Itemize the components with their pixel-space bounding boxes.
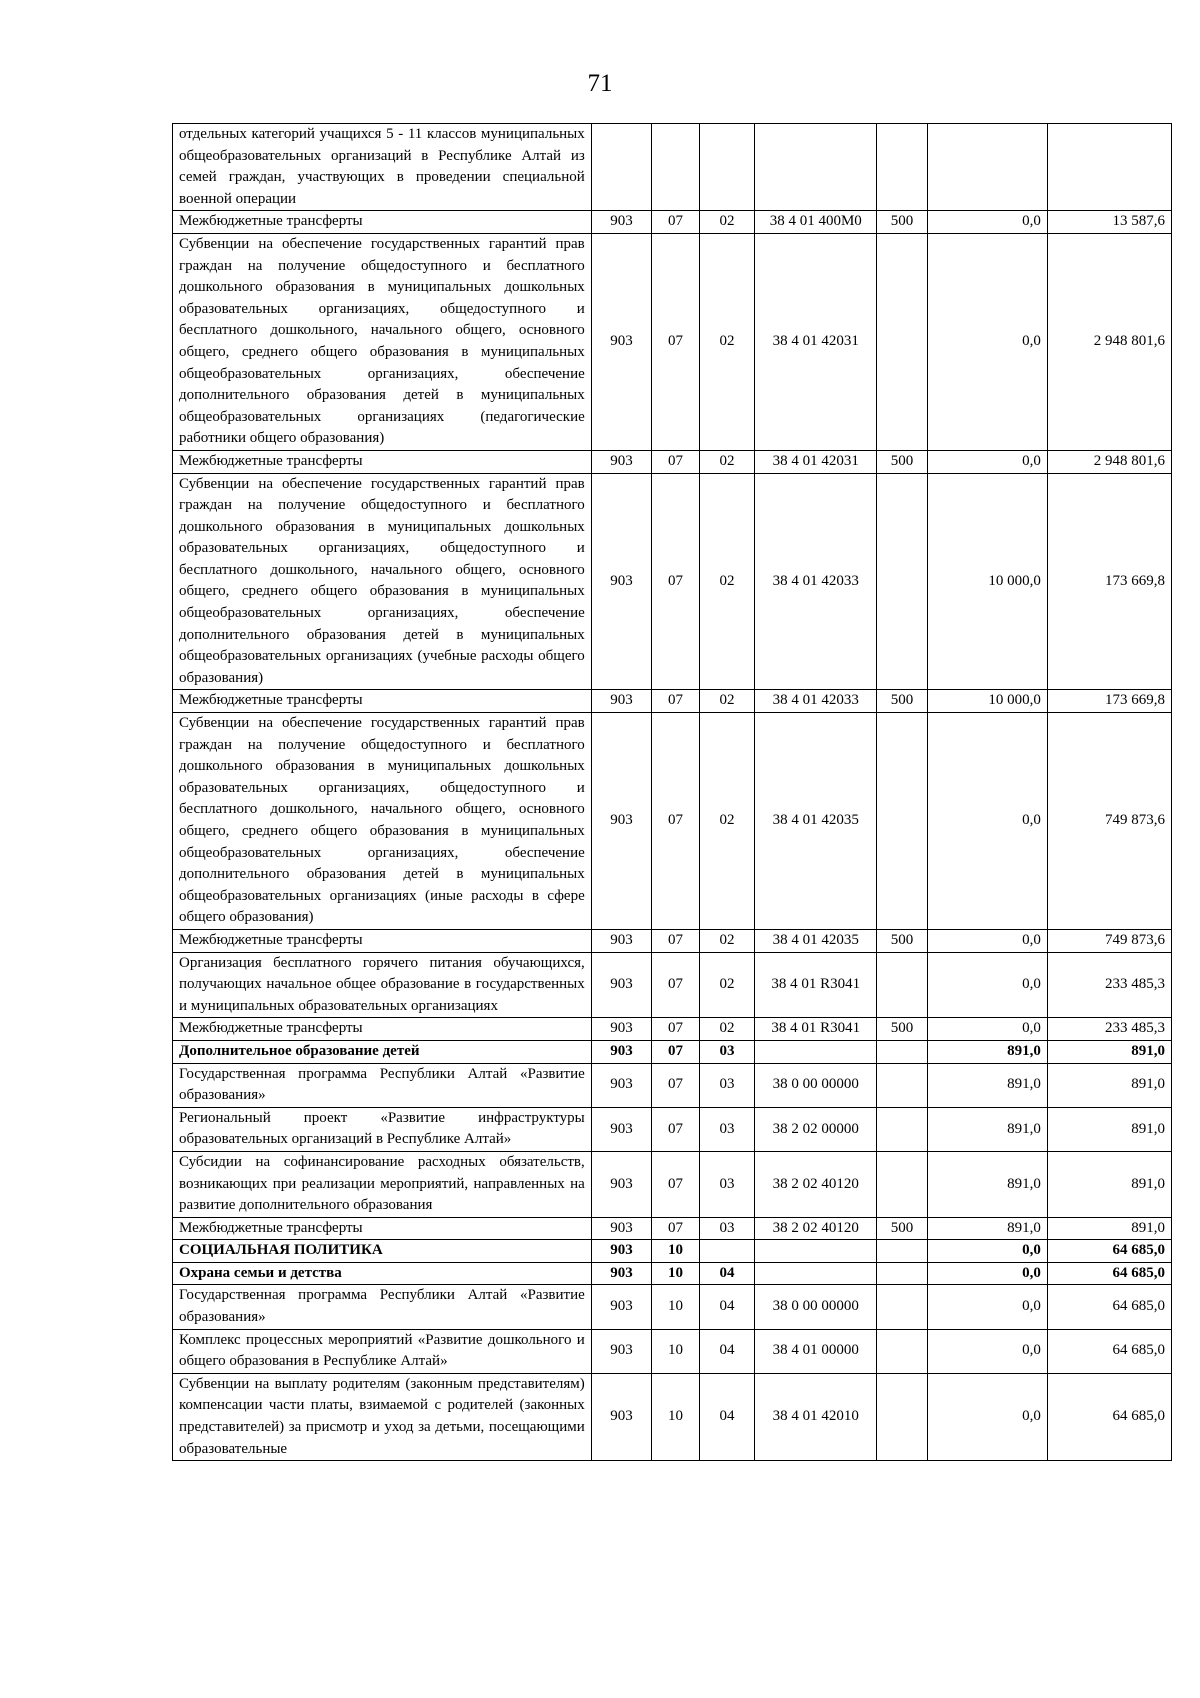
row-amount-1-cell [927, 124, 1047, 211]
table-row [173, 1329, 1172, 1373]
table-row [173, 124, 1172, 211]
row-target-article-cell: 38 4 01 42035 [755, 929, 877, 952]
row-name-cell: Комплекс процессных мероприятий «Развитие дошкольного и общего образования в Республике Алтай» [173, 1329, 592, 1373]
row-amount-2-cell: 64 685,0 [1047, 1329, 1171, 1373]
row-amount-2-cell: 173 669,8 [1047, 690, 1171, 713]
row-amount-1-cell: 891,0 [927, 1040, 1047, 1063]
row-section-code-cell: 10 [652, 1240, 699, 1263]
row-target-article-cell: 38 4 01 42031 [755, 450, 877, 473]
row-expense-type-cell [877, 1151, 927, 1217]
table-row [173, 1373, 1172, 1460]
row-expense-type-cell [877, 1240, 927, 1263]
table-row [173, 713, 1172, 930]
row-subsection-code-cell: 02 [699, 233, 755, 450]
row-section-code-cell: 10 [652, 1373, 699, 1460]
table-row [173, 450, 1172, 473]
row-expense-type-cell [877, 713, 927, 930]
row-section-code-cell: 10 [652, 1329, 699, 1373]
row-target-article-cell: 38 4 01 42031 [755, 233, 877, 450]
row-amount-2-cell: 2 948 801,6 [1047, 233, 1171, 450]
row-subsection-code-cell: 02 [699, 473, 755, 690]
row-amount-1-cell: 0,0 [927, 1262, 1047, 1285]
row-section-code-cell: 07 [652, 1151, 699, 1217]
table-row [173, 473, 1172, 690]
row-section-code-cell: 07 [652, 233, 699, 450]
row-ministry-code-cell: 903 [591, 952, 652, 1018]
row-ministry-code-cell: 903 [591, 233, 652, 450]
row-target-article-cell: 38 2 02 40120 [755, 1217, 877, 1240]
row-expense-type-cell: 500 [877, 690, 927, 713]
row-ministry-code-cell: 903 [591, 473, 652, 690]
row-expense-type-cell [877, 473, 927, 690]
row-name-cell: Организация бесплатного горячего питания обучающихся, получающих начальное общее образование в государственных и муниципальных образовательных организациях [173, 952, 592, 1018]
row-ministry-code-cell: 903 [591, 1329, 652, 1373]
row-ministry-code-cell: 903 [591, 1217, 652, 1240]
row-subsection-code-cell: 04 [699, 1329, 755, 1373]
row-amount-1-cell: 10 000,0 [927, 473, 1047, 690]
row-amount-1-cell: 0,0 [927, 929, 1047, 952]
row-ministry-code-cell: 903 [591, 1285, 652, 1329]
table-row [173, 1063, 1172, 1107]
row-expense-type-cell [877, 952, 927, 1018]
row-subsection-code-cell: 02 [699, 211, 755, 234]
row-section-code-cell: 07 [652, 1040, 699, 1063]
row-ministry-code-cell: 903 [591, 1018, 652, 1041]
row-name-cell: Субвенции на обеспечение государственных гарантий прав граждан на получение общедоступного и бесплатного дошкольного образования в муниципальных дошкольных образовательных организациях, общедоступного и бесплатного дошкольного, начального общего, основного общего, среднего общего образования в муниципальных общеобразовательных организациях, обеспечение дополнительного образования детей в муниципальных общеобразовательных организациях (учебные расходы общего образования) [173, 473, 592, 690]
row-expense-type-cell [877, 1285, 927, 1329]
row-name-cell: Региональный проект «Развитие инфраструктуры образовательных организаций в Республике Алтай» [173, 1107, 592, 1151]
row-target-article-cell: 38 4 01 00000 [755, 1329, 877, 1373]
row-subsection-code-cell: 02 [699, 450, 755, 473]
row-target-article-cell [755, 1040, 877, 1063]
row-name-cell: Межбюджетные трансферты [173, 211, 592, 234]
row-amount-2-cell: 233 485,3 [1047, 952, 1171, 1018]
table-row [173, 1151, 1172, 1217]
row-expense-type-cell [877, 1107, 927, 1151]
row-amount-2-cell: 891,0 [1047, 1063, 1171, 1107]
row-subsection-code-cell: 02 [699, 1018, 755, 1041]
row-amount-1-cell: 891,0 [927, 1217, 1047, 1240]
row-subsection-code-cell: 04 [699, 1373, 755, 1460]
row-name-cell: Государственная программа Республики Алтай «Развитие образования» [173, 1063, 592, 1107]
row-amount-2-cell: 64 685,0 [1047, 1262, 1171, 1285]
table-row [173, 1107, 1172, 1151]
row-section-code-cell: 07 [652, 690, 699, 713]
row-expense-type-cell [877, 1262, 927, 1285]
row-name-cell: Субвенции на выплату родителям (законным представителям) компенсации части платы, взимаемой с родителей (законных представителей) за присмотр и уход за детьми, посещающими образовательные [173, 1373, 592, 1460]
row-target-article-cell: 38 2 02 40120 [755, 1151, 877, 1217]
row-section-code-cell: 07 [652, 450, 699, 473]
table-row [173, 1262, 1172, 1285]
row-amount-2-cell: 173 669,8 [1047, 473, 1171, 690]
table-row [173, 211, 1172, 234]
row-subsection-code-cell [699, 1240, 755, 1263]
row-section-code-cell: 07 [652, 1217, 699, 1240]
row-subsection-code-cell [699, 124, 755, 211]
row-subsection-code-cell: 02 [699, 952, 755, 1018]
row-amount-2-cell: 64 685,0 [1047, 1285, 1171, 1329]
row-name-cell: Межбюджетные трансферты [173, 690, 592, 713]
row-name-cell: Межбюджетные трансферты [173, 450, 592, 473]
row-amount-2-cell [1047, 124, 1171, 211]
row-ministry-code-cell: 903 [591, 450, 652, 473]
row-target-article-cell: 38 0 00 00000 [755, 1285, 877, 1329]
row-expense-type-cell: 500 [877, 450, 927, 473]
row-section-code-cell: 07 [652, 952, 699, 1018]
row-expense-type-cell: 500 [877, 211, 927, 234]
row-amount-2-cell: 64 685,0 [1047, 1240, 1171, 1263]
row-ministry-code-cell: 903 [591, 1373, 652, 1460]
row-subsection-code-cell: 04 [699, 1262, 755, 1285]
table-row [173, 929, 1172, 952]
row-section-code-cell: 07 [652, 929, 699, 952]
row-amount-1-cell: 0,0 [927, 1285, 1047, 1329]
row-subsection-code-cell: 02 [699, 929, 755, 952]
row-amount-2-cell: 13 587,6 [1047, 211, 1171, 234]
row-section-code-cell: 10 [652, 1262, 699, 1285]
row-amount-1-cell: 0,0 [927, 1240, 1047, 1263]
row-target-article-cell: 38 4 01 42035 [755, 713, 877, 930]
row-amount-2-cell: 891,0 [1047, 1107, 1171, 1151]
row-target-article-cell: 38 4 01 42033 [755, 690, 877, 713]
row-name-cell: отдельных категорий учащихся 5 - 11 классов муниципальных общеобразовательных организаций в Республике Алтай из семей граждан, участвующих в проведении специальной военной операции [173, 124, 592, 211]
row-subsection-code-cell: 03 [699, 1063, 755, 1107]
row-name-cell: Дополнительное образование детей [173, 1040, 592, 1063]
row-amount-1-cell: 891,0 [927, 1151, 1047, 1217]
row-ministry-code-cell: 903 [591, 211, 652, 234]
row-target-article-cell: 38 0 00 00000 [755, 1063, 877, 1107]
row-ministry-code-cell: 903 [591, 1063, 652, 1107]
row-target-article-cell [755, 124, 877, 211]
row-section-code-cell: 07 [652, 1107, 699, 1151]
row-amount-1-cell: 891,0 [927, 1107, 1047, 1151]
table-row [173, 1285, 1172, 1329]
row-name-cell: Государственная программа Республики Алтай «Развитие образования» [173, 1285, 592, 1329]
row-ministry-code-cell: 903 [591, 713, 652, 930]
row-amount-1-cell: 0,0 [927, 1018, 1047, 1041]
row-name-cell: Межбюджетные трансферты [173, 1217, 592, 1240]
row-name-cell: Субвенции на обеспечение государственных гарантий прав граждан на получение общедоступного и бесплатного дошкольного образования в муниципальных дошкольных образовательных организациях, общедоступного и бесплатного дошкольного, начального общего, основного общего, среднего общего образования в муниципальных общеобразовательных организациях, обеспечение дополнительного образования детей в муниципальных общеобразовательных организациях (педагогические работники общего образования) [173, 233, 592, 450]
row-subsection-code-cell: 03 [699, 1040, 755, 1063]
row-section-code-cell: 07 [652, 713, 699, 930]
row-amount-2-cell: 891,0 [1047, 1217, 1171, 1240]
row-amount-2-cell: 749 873,6 [1047, 713, 1171, 930]
row-amount-1-cell: 891,0 [927, 1063, 1047, 1107]
row-amount-1-cell: 10 000,0 [927, 690, 1047, 713]
row-expense-type-cell [877, 1063, 927, 1107]
row-subsection-code-cell: 02 [699, 690, 755, 713]
row-expense-type-cell [877, 124, 927, 211]
row-subsection-code-cell: 03 [699, 1151, 755, 1217]
row-target-article-cell: 38 4 01 42010 [755, 1373, 877, 1460]
row-amount-1-cell: 0,0 [927, 450, 1047, 473]
row-section-code-cell: 07 [652, 211, 699, 234]
row-expense-type-cell [877, 1040, 927, 1063]
row-expense-type-cell: 500 [877, 929, 927, 952]
row-subsection-code-cell: 04 [699, 1285, 755, 1329]
row-ministry-code-cell: 903 [591, 1151, 652, 1217]
row-target-article-cell: 38 4 01 42033 [755, 473, 877, 690]
row-amount-1-cell: 0,0 [927, 713, 1047, 930]
row-section-code-cell: 07 [652, 1063, 699, 1107]
table-row [173, 1018, 1172, 1041]
row-section-code-cell: 07 [652, 1018, 699, 1041]
row-expense-type-cell: 500 [877, 1217, 927, 1240]
row-ministry-code-cell: 903 [591, 1107, 652, 1151]
row-amount-2-cell: 749 873,6 [1047, 929, 1171, 952]
row-subsection-code-cell: 02 [699, 713, 755, 930]
row-subsection-code-cell: 03 [699, 1107, 755, 1151]
row-section-code-cell: 07 [652, 473, 699, 690]
row-target-article-cell: 38 4 01 R3041 [755, 952, 877, 1018]
table-row [173, 233, 1172, 450]
row-target-article-cell: 38 4 01 R3041 [755, 1018, 877, 1041]
row-target-article-cell: 38 4 01 400М0 [755, 211, 877, 234]
row-ministry-code-cell: 903 [591, 690, 652, 713]
row-ministry-code-cell: 903 [591, 1262, 652, 1285]
row-target-article-cell [755, 1262, 877, 1285]
row-amount-1-cell: 0,0 [927, 233, 1047, 450]
row-name-cell: СОЦИАЛЬНАЯ ПОЛИТИКА [173, 1240, 592, 1263]
row-section-code-cell [652, 124, 699, 211]
row-amount-2-cell: 891,0 [1047, 1040, 1171, 1063]
row-target-article-cell: 38 2 02 00000 [755, 1107, 877, 1151]
row-ministry-code-cell: 903 [591, 1240, 652, 1263]
row-expense-type-cell [877, 1373, 927, 1460]
row-amount-1-cell: 0,0 [927, 1329, 1047, 1373]
row-amount-2-cell: 2 948 801,6 [1047, 450, 1171, 473]
table-row [173, 952, 1172, 1018]
row-amount-2-cell: 64 685,0 [1047, 1373, 1171, 1460]
row-subsection-code-cell: 03 [699, 1217, 755, 1240]
row-ministry-code-cell: 903 [591, 929, 652, 952]
table-row [173, 690, 1172, 713]
row-amount-2-cell: 233 485,3 [1047, 1018, 1171, 1041]
row-amount-1-cell: 0,0 [927, 211, 1047, 234]
row-expense-type-cell [877, 1329, 927, 1373]
budget-table [172, 123, 1172, 1461]
row-name-cell: Субвенции на обеспечение государственных гарантий прав граждан на получение общедоступного и бесплатного дошкольного образования в муниципальных дошкольных образовательных организациях, общедоступного и бесплатного дошкольного, начального общего, основного общего, среднего общего образования в муниципальных общеобразовательных организациях, обеспечение дополнительного образования детей в муниципальных общеобразовательных организациях (иные расходы в сфере общего образования) [173, 713, 592, 930]
row-expense-type-cell: 500 [877, 1018, 927, 1041]
row-name-cell: Межбюджетные трансферты [173, 929, 592, 952]
row-name-cell: Охрана семьи и детства [173, 1262, 592, 1285]
row-target-article-cell [755, 1240, 877, 1263]
table-row [173, 1240, 1172, 1263]
row-amount-1-cell: 0,0 [927, 1373, 1047, 1460]
row-ministry-code-cell: 903 [591, 1040, 652, 1063]
row-expense-type-cell [877, 233, 927, 450]
row-amount-1-cell: 0,0 [927, 952, 1047, 1018]
table-row [173, 1040, 1172, 1063]
row-amount-2-cell: 891,0 [1047, 1151, 1171, 1217]
page-number: 71 [587, 70, 613, 97]
table-row [173, 1217, 1172, 1240]
row-section-code-cell: 10 [652, 1285, 699, 1329]
row-name-cell: Межбюджетные трансферты [173, 1018, 592, 1041]
row-ministry-code-cell [591, 124, 652, 211]
row-name-cell: Субсидии на софинансирование расходных обязательств, возникающих при реализации мероприятий, направленных на развитие дополнительного образования [173, 1151, 592, 1217]
budget-table-body [173, 124, 1172, 1461]
